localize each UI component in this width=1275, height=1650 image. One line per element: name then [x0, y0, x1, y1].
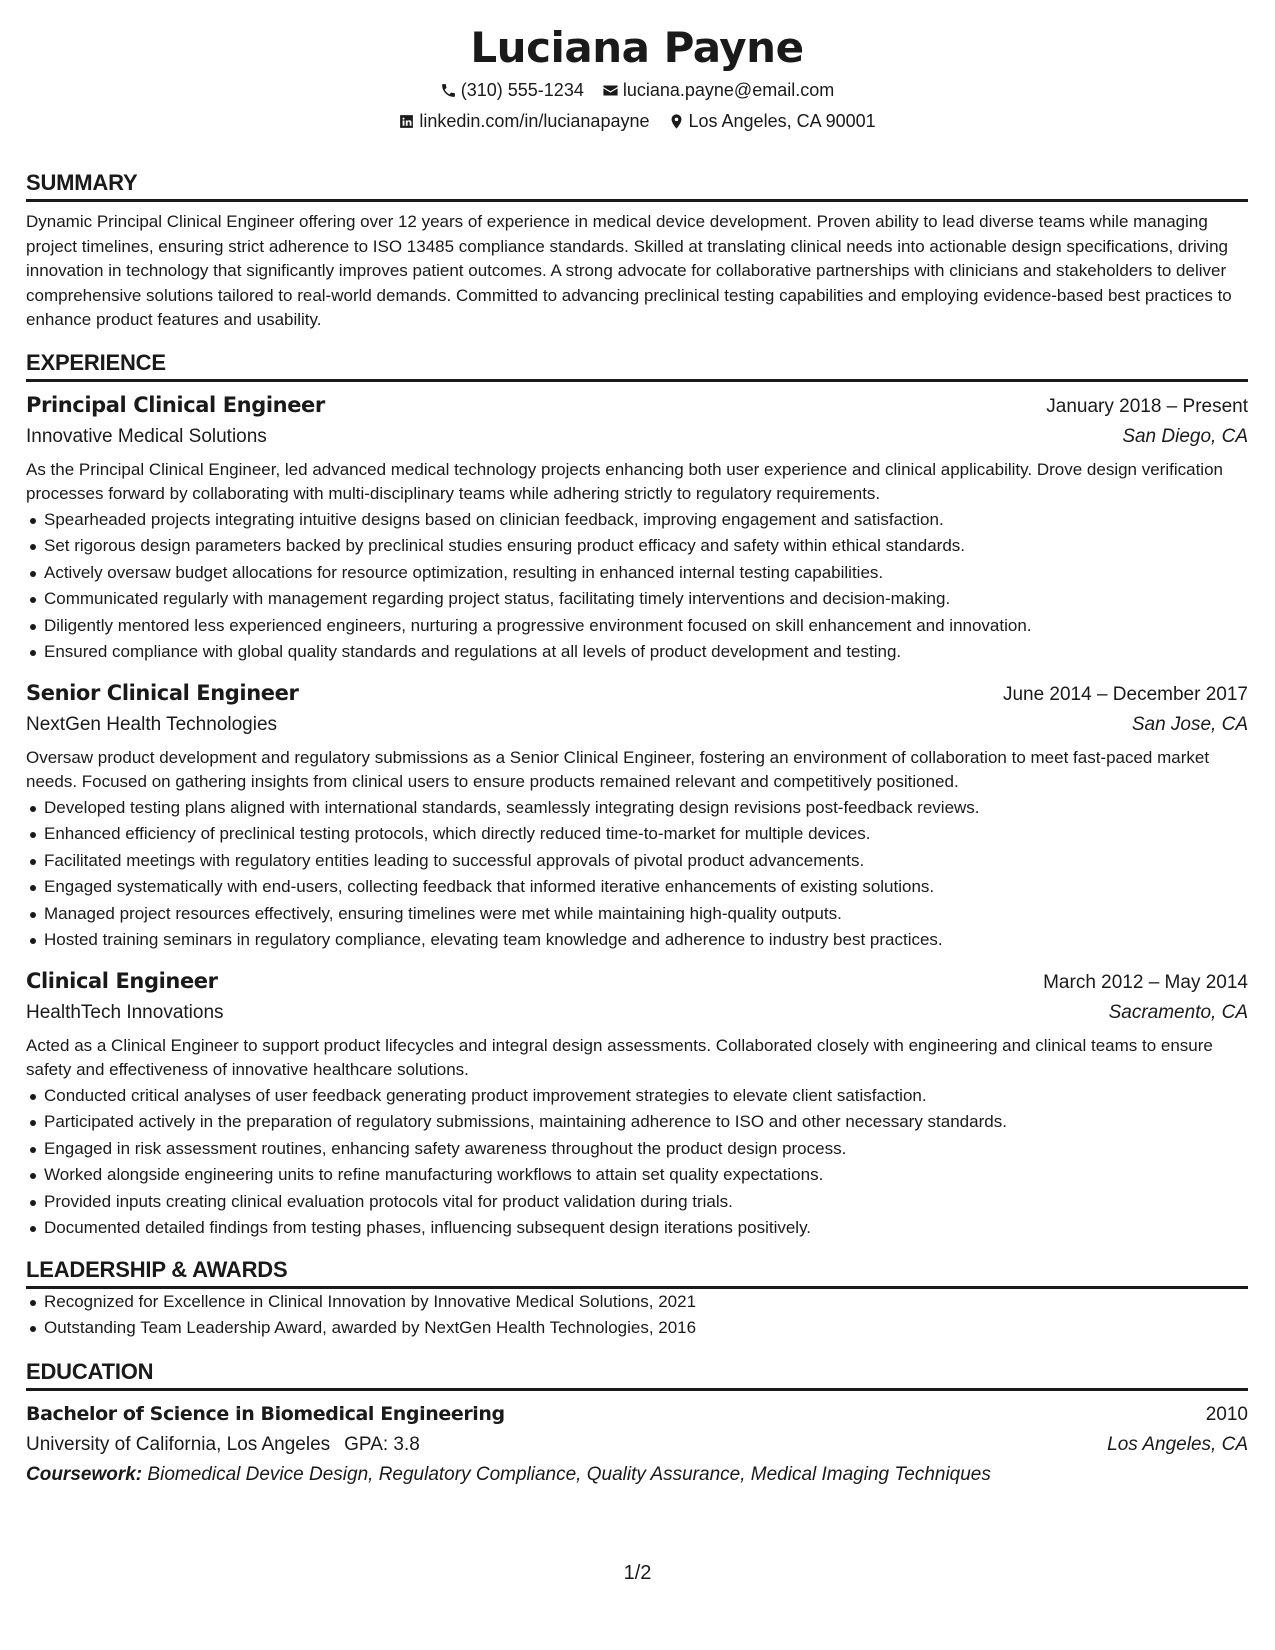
bullet-item: Hosted training seminars in regulatory compliance, elevating team knowledge and adherence to industry best practices. — [44, 927, 1248, 954]
bullet-item: Conducted critical analyses of user feedback generating product improvement strategies to elevate client satisfaction. — [44, 1083, 1248, 1110]
bullet-item: Actively oversaw budget allocations for resource optimization, resulting in enhanced internal testing capabilities. — [44, 560, 1248, 587]
graduation-year: 2010 — [1205, 1403, 1248, 1425]
job-bullets — [26, 1083, 1248, 1242]
school-location: Los Angeles, CA — [1107, 1433, 1248, 1455]
bullet-item: Documented detailed findings from testing phases, influencing subsequent design iterations positively. — [44, 1215, 1248, 1242]
bullet-item: Engaged in risk assessment routines, enhancing safety awareness throughout the product design process. — [44, 1136, 1248, 1163]
phone-icon — [440, 82, 457, 99]
section-title-education: EDUCATION — [26, 1358, 1248, 1391]
job-description: Oversaw product development and regulatory submissions as a Senior Clinical Engineer, fostering an environment of collaboration to meet fast-paced market needs. Focused on gathering insights from clinical users to ensure products remained relevant and competitively positioned. — [26, 747, 1210, 791]
bullet-item: Communicated regularly with management regarding project status, facilitating timely interventions and decision-making. — [44, 586, 1248, 613]
bullet-item: Enhanced efficiency of preclinical testing protocols, which directly reduced time-to-market for multiple devices. — [44, 821, 1248, 848]
coursework — [26, 1460, 1248, 1490]
job-bullets — [26, 507, 1248, 666]
summary-section — [26, 169, 1248, 333]
location-contact — [668, 109, 876, 133]
award-item: Outstanding Team Leadership Award, awarded by NextGen Health Technologies, 2016 — [44, 1315, 1248, 1342]
job-location: Sacramento, CA — [1108, 1001, 1248, 1023]
map-pin-icon — [668, 113, 685, 130]
job-dates: January 2018 – Present — [1046, 395, 1248, 417]
bullet-item: Ensured compliance with global quality standards and regulations at all levels of product development and testing. — [44, 639, 1248, 666]
bullet-item: Participated actively in the preparation of regulatory submissions, maintaining adherence to ISO and other necessary standards. — [44, 1109, 1248, 1136]
company-name: Innovative Medical Solutions — [26, 425, 267, 447]
job-title: Senior Clinical Engineer — [26, 680, 299, 705]
job-entry — [26, 966, 1248, 1242]
bullet-item: Worked alongside engineering units to refine manufacturing workflows to attain set quality expectations. — [44, 1162, 1248, 1189]
job-description: Acted as a Clinical Engineer to support product lifecycles and integral design assessments. Collaborated closely with engineering and clinical teams to ensure safety and effectiveness of innovative healthcare solutions. — [26, 1035, 1213, 1079]
bullet-item: Engaged systematically with end-users, collecting feedback that informed iterative enhancements of existing solutions. — [44, 874, 1248, 901]
bullet-item: Developed testing plans aligned with international standards, seamlessly integrating design revisions post-feedback reviews. — [44, 795, 1248, 822]
candidate-name: Luciana Payne — [470, 23, 804, 72]
job-title: Clinical Engineer — [26, 968, 218, 993]
location-text: Los Angeles, CA 90001 — [688, 111, 876, 131]
job-location: San Diego, CA — [1122, 425, 1248, 447]
job-description: As the Principal Clinical Engineer, led advanced medical technology projects enhancing both user experience and clinical applicability. Drove design verification processes forward by collaborating with multi-disciplinary teams while adhering strictly to regulatory requirements. — [26, 459, 1223, 503]
envelope-icon — [602, 82, 619, 99]
linkedin-icon — [398, 113, 415, 130]
award-item: Recognized for Excellence in Clinical Innovation by Innovative Medical Solutions, 2021 — [44, 1289, 1248, 1316]
job-dates: June 2014 – December 2017 — [1002, 683, 1248, 705]
bullet-item: Set rigorous design parameters backed by preclinical studies ensuring product efficacy and safety within ethical standards. — [44, 533, 1248, 560]
degree-name: Bachelor of Science in Biomedical Engineering — [26, 1402, 505, 1425]
bullet-item: Facilitated meetings with regulatory entities leading to successful approvals of pivotal product advancements. — [44, 848, 1248, 875]
page-number: 1/2 — [623, 1562, 652, 1584]
phone-contact — [440, 78, 584, 102]
resume-page — [26, 0, 1248, 1490]
company-name: NextGen Health Technologies — [26, 713, 278, 735]
job-entry — [26, 678, 1248, 954]
linkedin-contact[interactable] — [398, 109, 649, 133]
bullet-item: Managed project resources effectively, ensuring timelines were met while maintaining high-quality outputs. — [44, 901, 1248, 928]
awards-section — [26, 1256, 1248, 1342]
phone-text: (310) 555-1234 — [460, 80, 584, 100]
awards-list — [26, 1289, 1248, 1342]
school-name: University of California, Los Angeles — [26, 1433, 331, 1455]
school-line — [26, 1430, 420, 1460]
job-bullets — [26, 795, 1248, 954]
job-title: Principal Clinical Engineer — [26, 392, 325, 417]
bullet-item: Provided inputs creating clinical evaluation protocols vital for product validation during trials. — [44, 1189, 1248, 1216]
job-location: San Jose, CA — [1131, 713, 1248, 735]
experience-section — [26, 349, 1248, 1242]
contact-row-1 — [26, 78, 1248, 102]
contact-row-2 — [26, 109, 1248, 133]
summary-text: Dynamic Principal Clinical Engineer offering over 12 years of experience in medical device development. Proven ability to lead diverse teams while managing project timelines, ensuring strict adherence to ISO 13485 compliance standards. Skilled at translating clinical needs into actionable design specifications, driving innovation in technology that significantly improves patient outcomes. A strong advocate for collaborative partnerships with clinicians and stakeholders to deliver comprehensive solutions tailored to real-world demands. Committed to advancing preclinical testing capabilities and employing evidence-based best practices to enhance product features and usability. — [26, 212, 1232, 329]
job-dates: March 2012 – May 2014 — [1043, 971, 1248, 993]
job-entry — [26, 390, 1248, 666]
company-name: HealthTech Innovations — [26, 1001, 224, 1023]
bullet-item: Spearheaded projects integrating intuitive designs based on clinician feedback, improving engagement and satisfaction. — [44, 507, 1248, 534]
email-text[interactable]: luciana.payne@email.com — [622, 80, 835, 100]
linkedin-text[interactable]: linkedin.com/in/lucianapayne — [419, 111, 650, 131]
email-contact[interactable] — [602, 78, 834, 102]
education-entry — [26, 1399, 1248, 1490]
coursework-list: Biomedical Device Design, Regulatory Compliance, Quality Assurance, Medical Imaging Techniques — [147, 1463, 991, 1485]
section-title-summary: SUMMARY — [26, 169, 1248, 202]
section-title-experience: EXPERIENCE — [26, 349, 1248, 382]
education-section — [26, 1358, 1248, 1490]
section-title-awards: LEADERSHIP & AWARDS — [26, 1256, 1248, 1289]
coursework-label: Coursework: — [26, 1463, 143, 1485]
gpa: GPA: 3.8 — [344, 1433, 420, 1455]
bullet-item: Diligently mentored less experienced engineers, nurturing a progressive environment focused on skill enhancement and innovation. — [44, 613, 1248, 640]
